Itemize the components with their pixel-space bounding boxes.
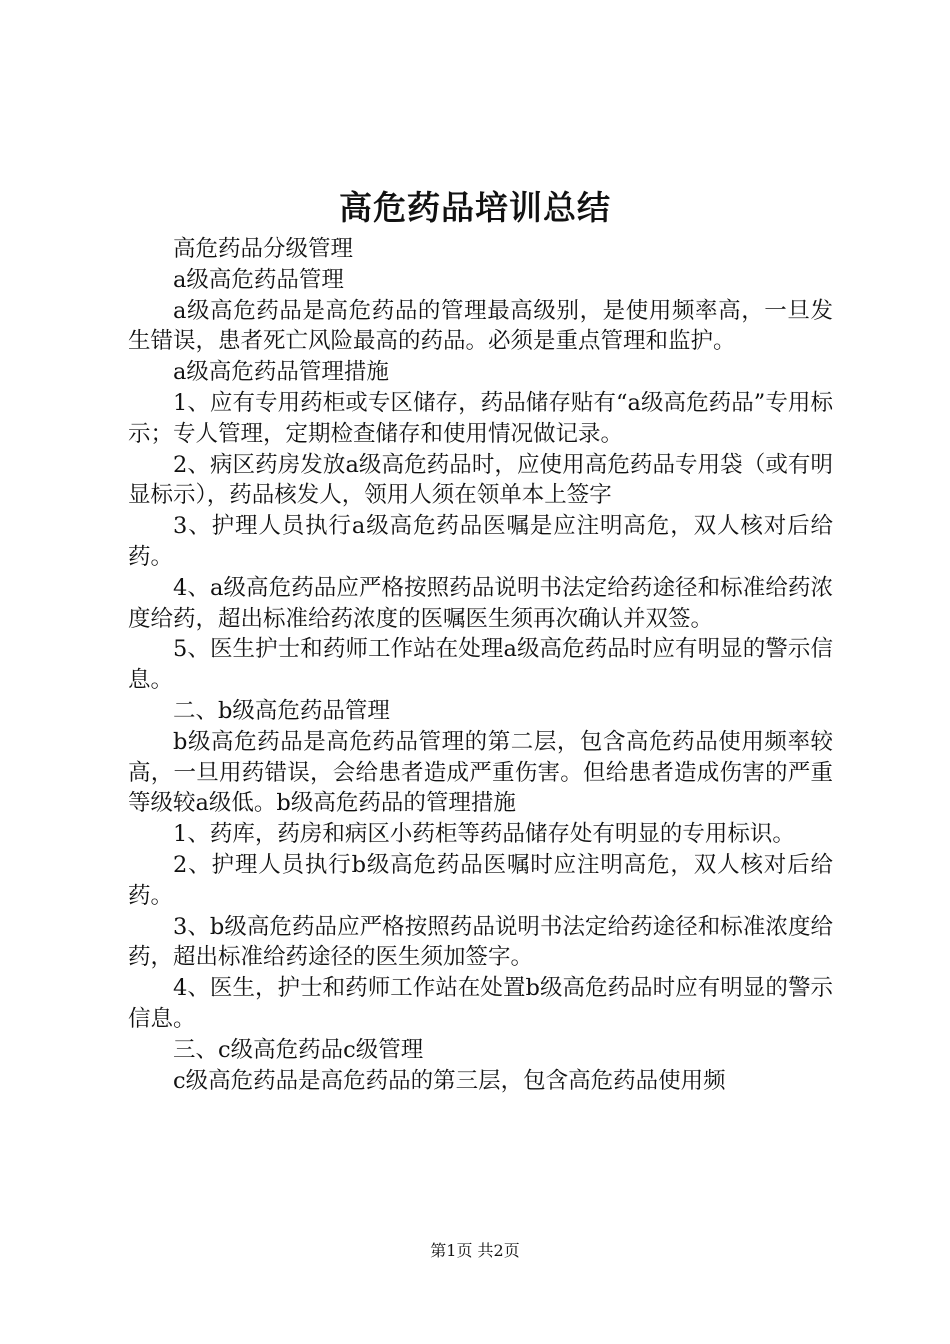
- paragraph: b级高危药品是高危药品管理的第二层，包含高危药品使用频率较高，一旦用药错误，会给患者造成严重伤害。但给患者造成伤害的严重等级较a级低。b级高危药品的管理措施: [128, 728, 833, 817]
- paragraph: a级高危药品管理措施: [173, 359, 389, 386]
- paragraph: 2、病区药房发放a级高危药品时，应使用高危药品专用袋（或有明显标示），药品核发人，领用人须在领单本上签字: [128, 451, 833, 509]
- paragraph: 2、护理人员执行b级高危药品医嘱时应注明高危，双人核对后给药。: [128, 851, 833, 909]
- paragraph: 二、b级高危药品管理: [173, 697, 390, 724]
- paragraph: 1、应有专用药柜或专区储存，药品储存贴有“a级高危药品”专用标示；专人管理，定期检查储存和使用情况做记录。: [128, 389, 833, 447]
- paragraph: 3、护理人员执行a级高危药品医嘱是应注明高危，双人核对后给药。: [128, 513, 833, 570]
- paragraph: c级高危药品是高危药品的第三层，包含高危药品使用频: [173, 1067, 726, 1094]
- paragraph: a级高危药品管理: [173, 266, 344, 293]
- document-title: 高危药品培训总结: [339, 188, 611, 227]
- paragraph: 1、药库，药房和病区小药柜等药品储存处有明显的专用标识。: [173, 821, 795, 848]
- paragraph: 5、医生护士和药师工作站在处理a级高危药品时应有明显的警示信息。: [128, 636, 833, 694]
- paragraph: 4、医生，护士和药师工作站在处置b级高危药品时应有明显的警示信息。: [128, 975, 833, 1032]
- paragraph: 三、c级高危药品c级管理: [173, 1036, 424, 1063]
- paragraph: 高危药品分级管理: [173, 236, 354, 262]
- page-footer: 第1页 共2页: [430, 1241, 520, 1260]
- document-body: [128, 234, 833, 1096]
- paragraph: 3、b级高危药品应严格按照药品说明书法定给药途径和标准浓度给药，超出标准给药途径的医生须加签字。: [128, 913, 833, 971]
- paragraph: a级高危药品是高危药品的管理最高级别，是使用频率高，一旦发生错误，患者死亡风险最高的药品。必须是重点管理和监护。: [128, 297, 833, 355]
- paragraph: 4、a级高危药品应严格按照药品说明书法定给药途径和标准给药浓度给药，超出标准给药浓度的医嘱医生须再次确认并双签。: [128, 574, 833, 632]
